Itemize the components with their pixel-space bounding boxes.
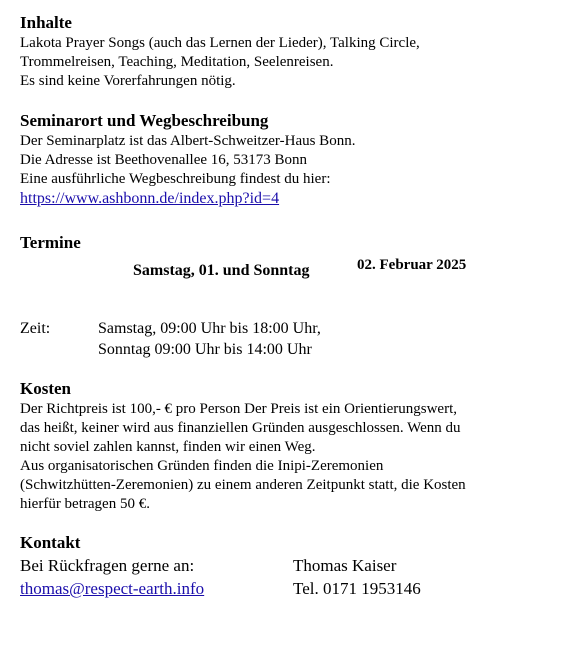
zeit-label: Zeit:	[20, 320, 51, 337]
kosten-line: Der Richtpreis ist 100,- € pro Person Der Preis ist ein Orientierungswert,	[20, 401, 457, 417]
section-kosten	[20, 378, 550, 514]
kontakt-details	[20, 554, 550, 602]
zeit-saturday: Samstag, 09:00 Uhr bis 18:00 Uhr,	[98, 320, 321, 337]
kontakt-name: Thomas Kaiser	[293, 556, 397, 575]
seminarort-line: Eine ausführliche Wegbeschreibung findest du hier:	[20, 171, 331, 187]
kontakt-phone: Tel. 0171 1953146	[293, 579, 421, 598]
heading-kontakt: Kontakt	[20, 533, 81, 552]
kontakt-rueckfragen: Bei Rückfragen gerne an:	[20, 556, 195, 575]
termine-dates	[20, 256, 550, 286]
section-seminarort	[20, 110, 550, 209]
seminarort-text	[20, 132, 550, 209]
termine-days: Samstag, 01. und Sonntag	[133, 262, 310, 279]
kosten-line: hierfür betragen 50 €.	[20, 496, 150, 512]
heading-kosten: Kosten	[20, 379, 71, 398]
inhalte-line: Es sind keine Vorerfahrungen nötig.	[20, 73, 236, 89]
seminarort-line: Der Seminarplatz ist das Albert-Schweitzer-Haus Bonn.	[20, 133, 356, 149]
kosten-line: das heißt, keiner wird aus finanziellen Gründen ausgeschlossen. Wenn du	[20, 420, 461, 436]
email-link[interactable]: thomas@respect-earth.info	[20, 579, 205, 598]
section-kontakt	[20, 532, 550, 602]
heading-inhalte: Inhalte	[20, 13, 72, 32]
inhalte-line: Lakota Prayer Songs (auch das Lernen der Lieder), Talking Circle,	[20, 35, 420, 51]
section-termine	[20, 232, 550, 286]
document-page	[20, 12, 550, 602]
kosten-line: nicht soviel zahlen kannst, finden wir einen Weg.	[20, 439, 316, 455]
zeit-sunday: Sonntag 09:00 Uhr bis 14:00 Uhr	[98, 341, 312, 358]
heading-seminarort: Seminarort und Wegbeschreibung	[20, 111, 269, 130]
kosten-text	[20, 400, 550, 514]
inhalte-text	[20, 34, 550, 91]
section-inhalte	[20, 12, 550, 91]
heading-termine: Termine	[20, 233, 81, 252]
zeit-block	[20, 320, 550, 364]
kosten-line: (Schwitzhütten-Zeremonien) zu einem anderen Zeitpunkt statt, die Kosten	[20, 477, 466, 493]
directions-link[interactable]: https://www.ashbonn.de/index.php?id=4	[20, 190, 280, 207]
kosten-line: Aus organisatorischen Gründen finden die Inipi-Zeremonien	[20, 458, 384, 474]
seminarort-line: Die Adresse ist Beethovenallee 16, 53173 Bonn	[20, 152, 308, 168]
inhalte-line: Trommelreisen, Teaching, Meditation, Seelenreisen.	[20, 54, 334, 70]
termine-month-year: 02. Februar 2025	[357, 257, 467, 273]
